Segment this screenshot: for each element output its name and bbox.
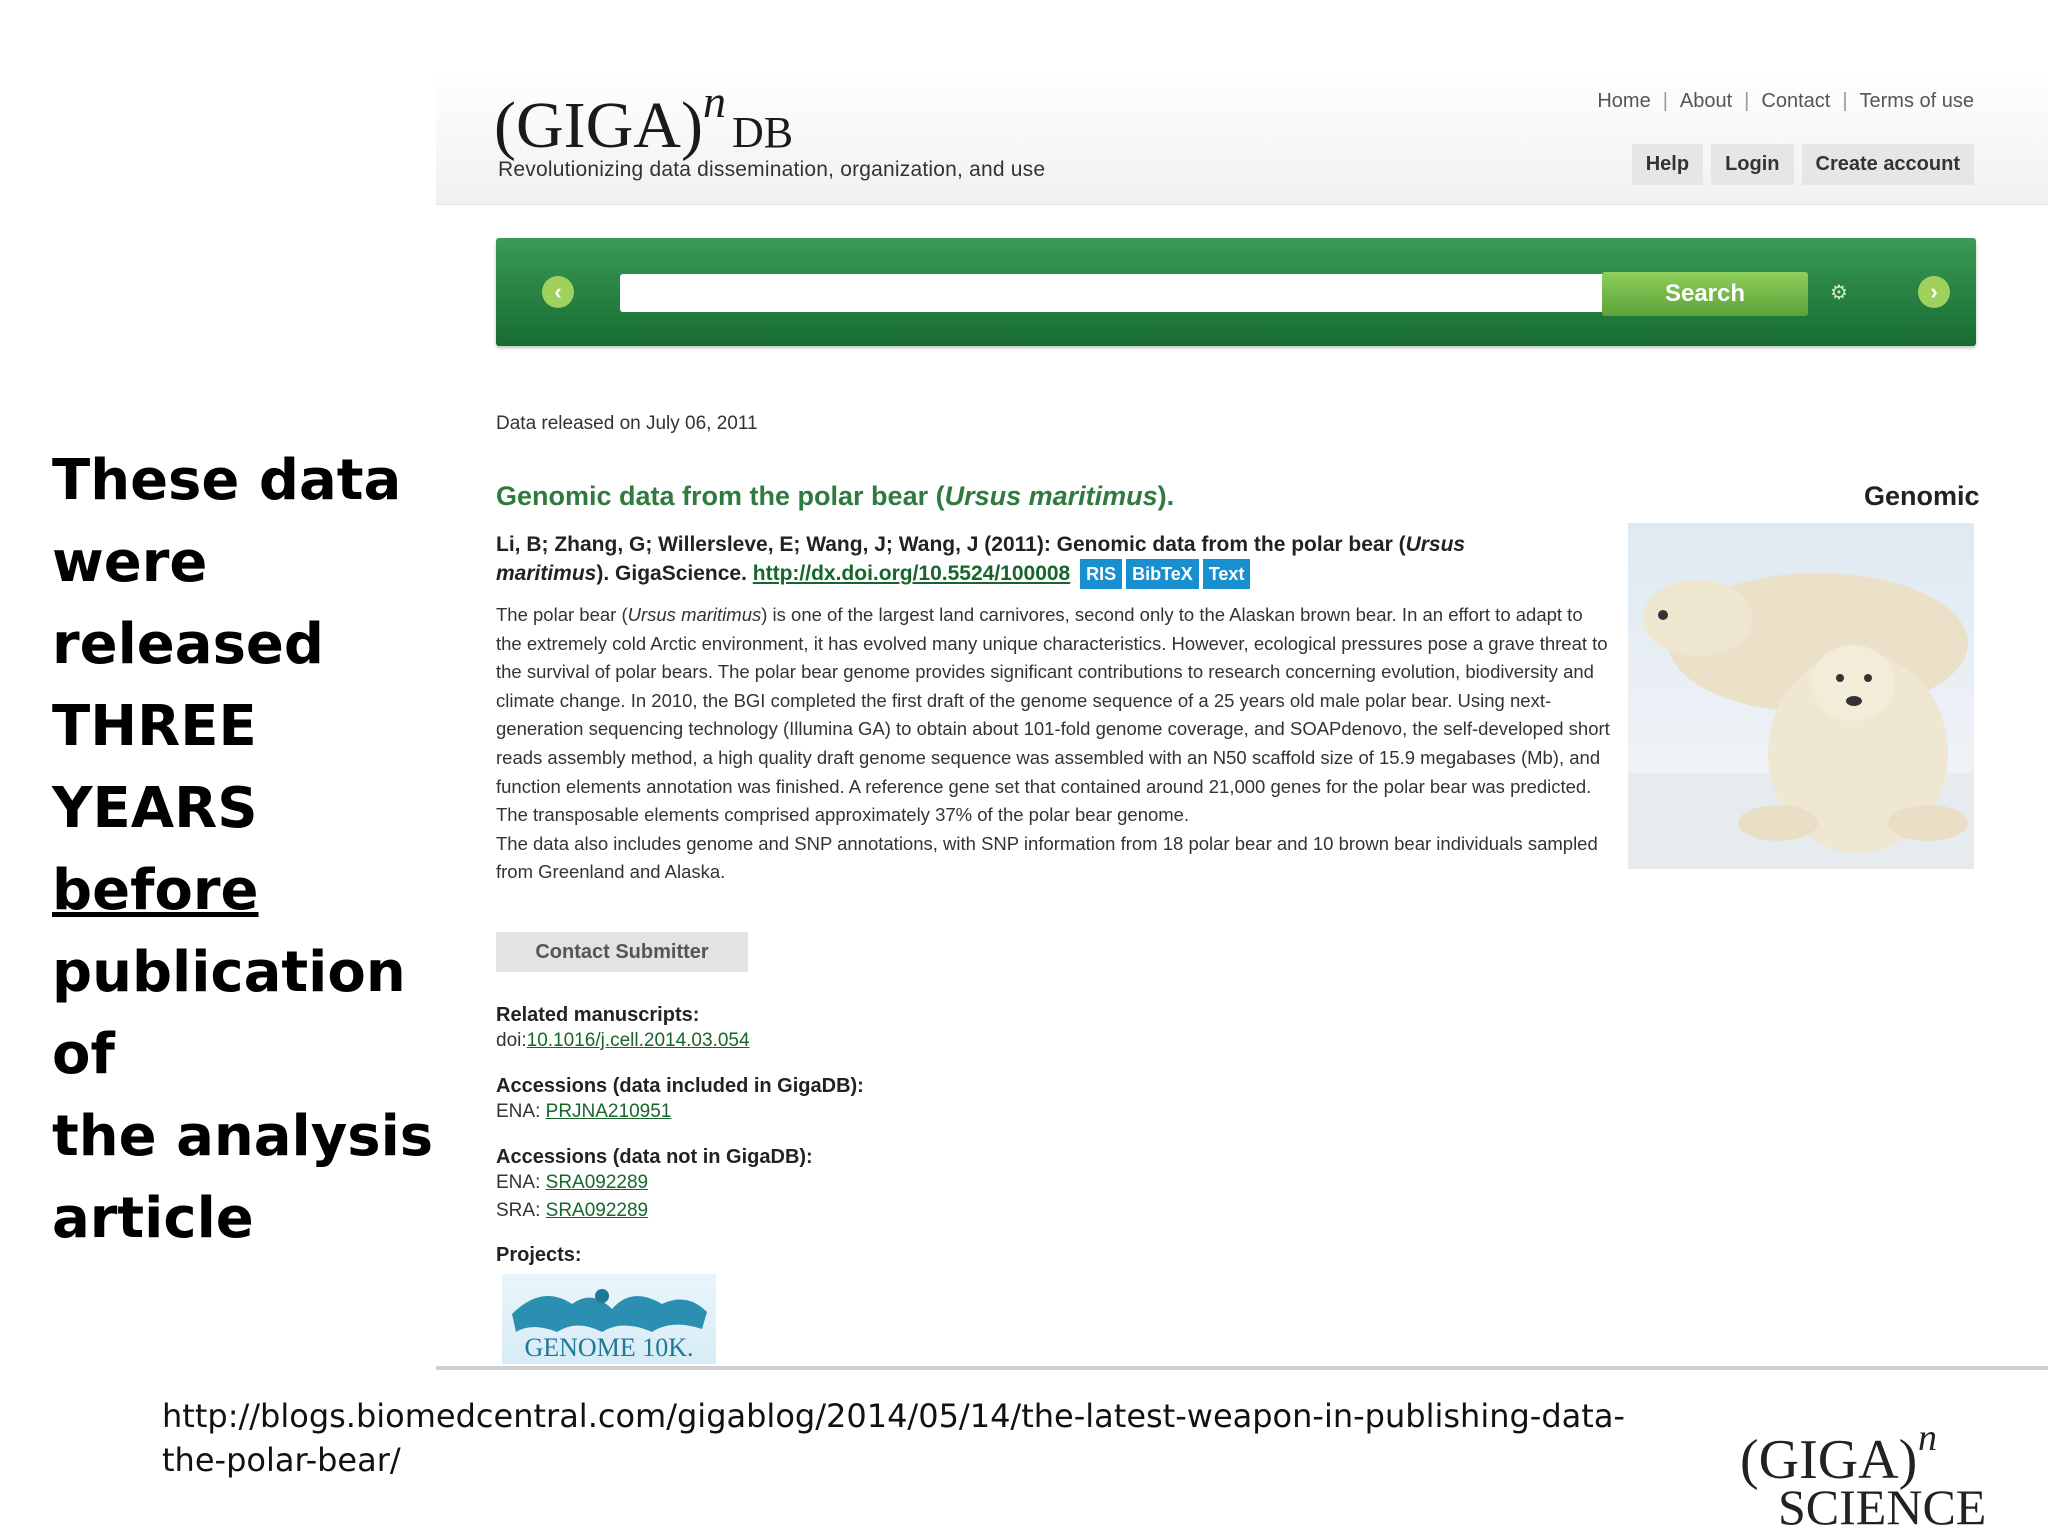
text-button[interactable]: Text (1203, 559, 1251, 589)
logo-superscript: n (702, 76, 726, 127)
gigadb-logo[interactable] (494, 76, 794, 164)
related-manuscripts-section (496, 1004, 750, 1055)
footer-logo-giga: (GIGA) (1740, 1429, 1918, 1491)
logo-db: DB (731, 108, 794, 157)
gigascience-logo (1740, 1420, 2040, 1530)
slide-caption (52, 440, 472, 1260)
related-manuscripts-heading: Related manuscripts: (496, 1004, 700, 1026)
projects-section (496, 1244, 582, 1267)
nav-terms-link[interactable]: Terms of use (1859, 90, 1974, 112)
manuscript-doi-link[interactable]: 10.1016/j.cell.2014.03.054 (526, 1030, 750, 1051)
gigadb-screenshot (436, 68, 2048, 1368)
footer-logo-science: SCIENCE (1778, 1479, 1987, 1530)
chevron-right-icon[interactable]: › (1918, 276, 1950, 308)
accession-label: ENA: (496, 1172, 541, 1193)
genome10k-logo-text: GENOME 10K. (524, 1333, 694, 1362)
caption-line: publication of (52, 940, 406, 1087)
footer-logo-superscript: n (1918, 1420, 1937, 1459)
source-url[interactable]: http://blogs.biomedcentral.com/gigablog/2014/05/14/the-latest-weapon-in-publishing-data-the-polar-bear/ (162, 1397, 1625, 1479)
accession-link[interactable]: SRA092289 (545, 1200, 649, 1221)
dataset-title (496, 481, 1174, 512)
projects-heading: Projects: (496, 1244, 582, 1266)
title-species: Ursus maritimus (944, 481, 1158, 511)
citation (496, 531, 1536, 589)
release-date: Data released on July 06, 2011 (496, 413, 758, 434)
nav-home-link[interactable]: Home (1597, 90, 1651, 112)
polar-bear-image (1628, 523, 1974, 869)
doi-prefix: doi: (496, 1030, 527, 1051)
dataset-description (496, 601, 1610, 887)
dataset-type: Genomic (1864, 481, 1980, 511)
citation-authors: Li, B; Zhang, G; Willersleve, E; Wang, J; Wang, J (2011): Genomic data from the polar bear ( (496, 533, 1406, 556)
ris-button[interactable]: RIS (1080, 559, 1122, 589)
accession-link[interactable]: SRA092289 (545, 1172, 649, 1193)
logo-giga: (GIGA) (494, 89, 703, 162)
nav-separator: | (1744, 90, 1750, 112)
contact-submitter-button[interactable]: Contact Submitter (496, 932, 748, 972)
nav-about-link[interactable]: About (1679, 90, 1733, 112)
bibtex-button[interactable]: BibTeX (1126, 559, 1199, 589)
accessions-external-section (496, 1146, 813, 1225)
help-button[interactable]: Help (1632, 144, 1703, 185)
accession-link[interactable]: PRJNA210951 (545, 1101, 672, 1122)
accession-label: ENA: (496, 1101, 541, 1122)
nav-contact-link[interactable]: Contact (1761, 90, 1831, 112)
title-suffix: ). (1157, 481, 1175, 511)
chevron-left-icon[interactable]: ‹ (542, 276, 574, 308)
account-buttons (1632, 144, 1974, 185)
caption-line: article (52, 1186, 254, 1251)
description-species: Ursus maritimus (627, 604, 762, 625)
description-body: ) is one of the largest land carnivores, second only to the Alaskan brown bear. In an effort to adapt to the extremely cold Arctic environment, it has evolved many unique characteristics. However, ecological pressures pose a grave threat to the survival of polar bears. The polar bear genome provides significant contributions to research concerning evolution, biodiversity and climate change. In 2010, the BGI completed the first draft of the genome sequence of a 25 years old male polar bear. Using next-generation sequencing technology (Illumina GA) to obtain about 101-fold genome coverage, and SOAPdenovo, the self-developed short reads assembly method, a high quality draft genome sequence was assembled with an N50 scaffold size of 15.9 megabases (Mb), and function elements annotation was finished. A reference gene set that contained around 21,000 genes for the polar bear was predicted. The transposable elements comprised approximately 37% of the polar bear genome. (496, 604, 1610, 826)
citation-species: Ursus maritimus (496, 533, 1466, 585)
search-bar (496, 238, 1976, 346)
gear-icon[interactable]: ⚙ (1830, 282, 1848, 304)
caption-line: These data (52, 448, 402, 513)
caption-line-emphasis: before (52, 858, 259, 923)
accession-label: SRA: (496, 1200, 541, 1221)
site-header (436, 68, 2048, 205)
screenshot-edge (436, 1366, 2048, 1370)
site-tagline: Revolutionizing data dissemination, organization, and use (498, 158, 1046, 181)
top-nav (1597, 90, 1974, 113)
accessions-included-heading: Accessions (data included in GigaDB): (496, 1075, 864, 1097)
nav-separator: | (1842, 90, 1848, 112)
caption-line: were released (52, 530, 324, 677)
caption-line: the analysis (52, 1104, 434, 1169)
search-button[interactable]: Search (1602, 272, 1808, 316)
create-account-button[interactable]: Create account (1802, 144, 1975, 185)
search-input[interactable] (620, 274, 1624, 312)
doi-link[interactable]: http://dx.doi.org/10.5524/100008 (752, 562, 1071, 585)
genome10k-logo[interactable] (502, 1274, 716, 1364)
accessions-external-heading: Accessions (data not in GigaDB): (496, 1146, 813, 1168)
title-prefix: Genomic data from the polar bear ( (496, 481, 945, 511)
accessions-included-section (496, 1075, 864, 1126)
caption-line: THREE YEARS (52, 694, 258, 841)
description-lead: The polar bear ( (496, 604, 628, 625)
login-button[interactable]: Login (1711, 144, 1793, 185)
description-extra: The data also includes genome and SNP annotations, with SNP information from 18 polar bear and 10 brown bear individuals sampled from Greenland and Alaska. (496, 832, 1598, 883)
citation-journal: ). GigaScience. (596, 562, 747, 585)
nav-separator: | (1662, 90, 1668, 112)
